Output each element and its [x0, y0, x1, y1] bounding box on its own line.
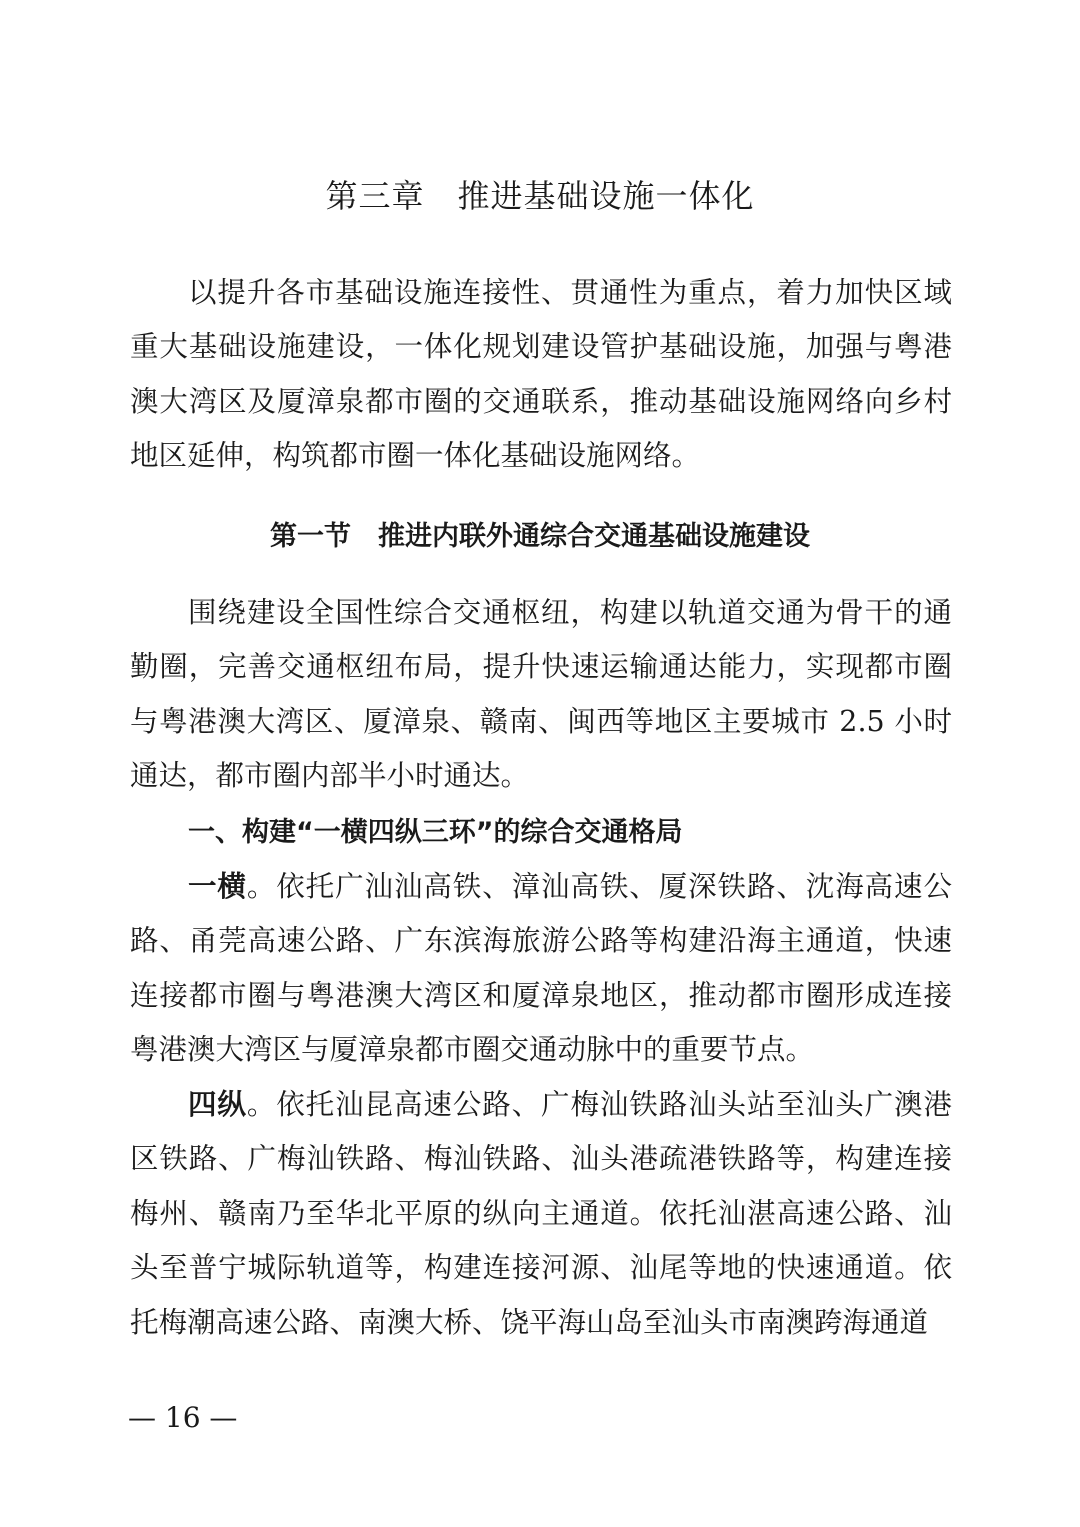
yiheng-paragraph	[130, 860, 952, 1078]
yiheng-lead: 一横	[188, 870, 247, 903]
page-number: — 16 —	[128, 1401, 238, 1434]
subheading: 一、构建“一横四纵三环”的综合交通格局	[188, 817, 683, 848]
intro-paragraph: 以提升各市基础设施连接性、贯通性为重点，着力加快区域重大基础设施建设，一体化规划建设管护基础设施，加强与粤港澳大湾区及厦漳泉都市圈的交通联系，推动基础设施网络向乡村地区延伸，构筑都市圈一体化基础设施网络。	[130, 276, 952, 473]
chapter-title: 第三章 推进基础设施一体化	[325, 177, 755, 215]
sizong-paragraph	[130, 1078, 952, 1350]
sizong-lead: 四纵	[188, 1088, 247, 1121]
section-paragraph: 围绕建设全国性综合交通枢纽，构建以轨道交通为骨干的通勤圈，完善交通枢纽布局，提升快速运输通达能力，实现都市圈与粤港澳大湾区、厦漳泉、赣南、闽西等地区主要城市 2.5 小时通达，都市圈内部半小时通达。	[130, 596, 952, 793]
section-title: 第一节 推进内联外通综合交通基础设施建设	[270, 521, 810, 552]
yiheng-text: 。依托广汕汕高铁、漳汕高铁、厦深铁路、沈海高速公路、甬莞高速公路、广东滨海旅游公路等构建沿海主通道，快速连接都市圈与粤港澳大湾区和厦漳泉地区，推动都市圈形成连接粤港澳大湾区与厦漳泉都市圈交通动脉中的重要节点。	[130, 870, 952, 1067]
sizong-text: 。依托汕昆高速公路、广梅汕铁路汕头站至汕头广澳港区铁路、广梅汕铁路、梅汕铁路、汕头港疏港铁路等，构建连接梅州、赣南乃至华北平原的纵向主通道。依托汕湛高速公路、汕头至普宁城际轨道等，构建连接河源、汕尾等地的快速通道。依托梅潮高速公路、南澳大桥、饶平海山岛至汕头市南澳跨海通道	[130, 1088, 952, 1339]
